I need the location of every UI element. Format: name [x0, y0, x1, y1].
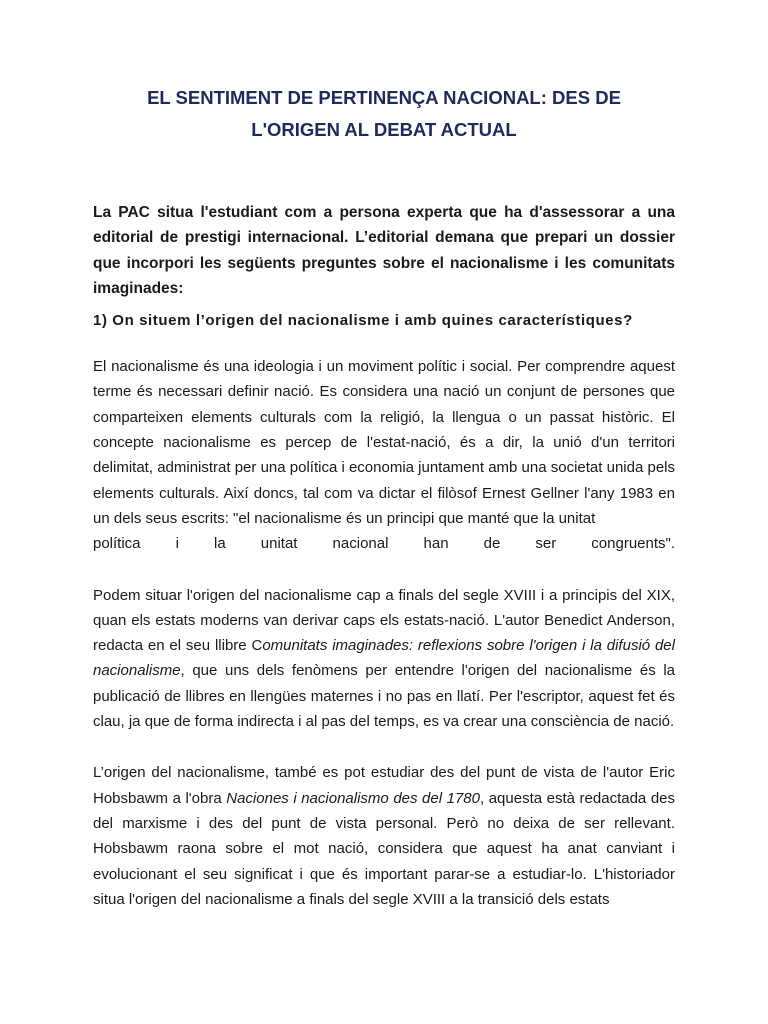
paragraph-2-text-b: , que uns dels fenòmens per entendre l'origen del nacionalisme és la publicació de llibres en llengües maternes i no pas en llatí. Per l'escriptor, aquest fet és clau, ja que de forma indirecta i al pas del temps, es va crear una consciència de nació.	[93, 662, 675, 731]
document-title	[93, 82, 675, 146]
assignment-intro: La PAC situa l'estudiant com a persona experta que ha d'assessorar a una editorial de prestigi internacional. L’editorial demana que prepari un dossier que incorpori les següents preguntes sobre el nacionalisme i les comunitats imaginades:	[93, 204, 675, 297]
paragraph-2	[93, 583, 675, 735]
paragraph-3-text-b: , aquesta està redactada des del marxisme i des del punt de vista personal. Però no deixa de ser rellevant. Hobsbawm raona sobre el mot nació, considera que aquest ha anat canviant i evolucionant el seu significat i que és important parar-se a estudiar-lo. L'historiador situa l'origen del nacionalisme a finals del segle XVIII a la transició dels estats	[93, 789, 676, 908]
paragraph-1-body: El nacionalisme és una ideologia i un moviment polític i social. Per comprendre aquest terme és necessari definir nació. Es considera una nació un conjunt de persones que comparteixen elements culturals com la religió, la llengua o un passat històric. El concepte nacionalisme es percep de l'estat-nació, és a dir, la unió d'un territori delimitat, administrat per una política i economia juntament amb una societat unida pels elements culturals. Així doncs, tal com va dictar el filòsof Ernest Gellner l'any 1983 en un dels seus escrits: "el nacionalisme és un principi que manté que la unitat	[93, 358, 675, 527]
paragraph-1	[93, 354, 675, 556]
title-line-1: EL SENTIMENT DE PERTINENÇA NACIONAL: DES DE	[147, 87, 621, 108]
book-title-comunitats-imaginades: omunitats imaginades: reflexions sobre l'origen i la difusió del nacionalisme	[93, 637, 675, 680]
paragraph-3	[93, 760, 675, 912]
title-line-2: L'ORIGEN AL DEBAT ACTUAL	[251, 119, 517, 140]
paragraph-3-text-a: L’origen del nacionalisme, també es pot estudiar des del punt de vista de l'autor Eric Hobsbawm a l'obra	[93, 764, 675, 807]
book-title-naciones-nacionalismo: Naciones i nacionalismo des del 1780	[226, 789, 480, 807]
paragraph-1-last-line: política i la unitat nacional han de ser congruents".	[93, 535, 675, 553]
paragraph-2-text-a: Podem situar l'origen del nacionalisme cap a finals del segle XVIII i a principis del XIX, quan els estats moderns van derivar caps els estats-nació. L'autor Benedict Anderson, redacta en el seu llibre C	[93, 586, 675, 655]
document-page	[93, 82, 675, 936]
question-1-heading: 1) On situem l’origen del nacionalisme i amb quines característiques?	[93, 312, 633, 330]
